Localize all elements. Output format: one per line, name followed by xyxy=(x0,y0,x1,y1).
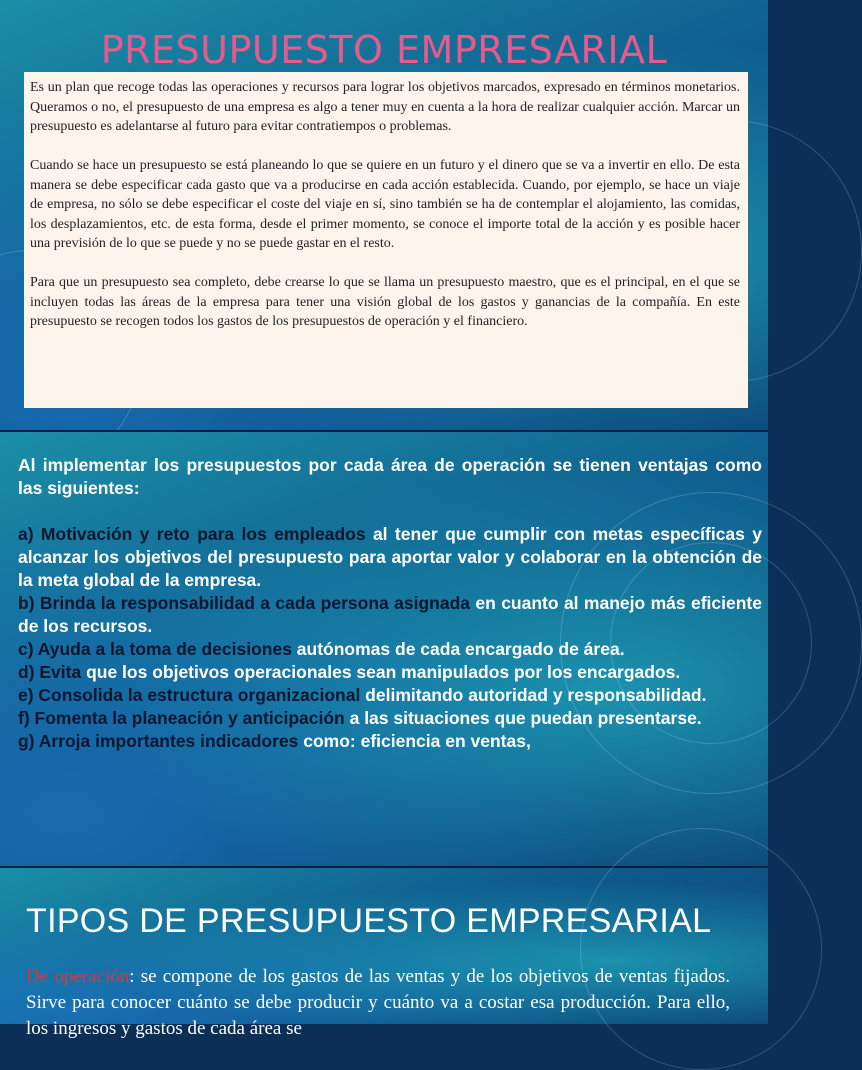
item-text: en cuanto al manejo más eficiente de los recursos. xyxy=(18,593,762,636)
item-heading: f) Fomenta la planeación y anticipación xyxy=(18,708,345,728)
slide-title: TIPOS DE PRESUPUESTO EMPRESARIAL xyxy=(26,902,712,940)
item-heading: b) Brinda la responsabilidad a cada persona asignada xyxy=(18,593,470,613)
advantages-list xyxy=(18,454,762,753)
list-item xyxy=(18,638,762,661)
paragraph: Para que un presupuesto sea completo, debe crearse lo que se llama un presupuesto maestro, que es el principal, en el que se incluyen todas las áreas de la empresa para tener una visión global de los gastos y ganancias de la compañía. En este presupuesto se recogen todos los gastos de los presupuestos de operación y el financiero. xyxy=(30,275,740,329)
type-term: De operación xyxy=(26,966,130,987)
list-item xyxy=(18,592,762,638)
list-item xyxy=(18,661,762,684)
paragraph: Es un plan que recoge todas las operaciones y recursos para lograr los objetivos marcados, expresado en términos monetarios. Queramos o no, el presupuesto de una empresa es algo a tener muy en cuenta a la hora de realizar cualquier acción. Marcar un presupuesto es adelantarse al futuro para evitar contratiempos o problemas. xyxy=(30,80,740,134)
item-text: al tener que cumplir con metas específicas y alcanzar los objetivos del presupuesto para aportar valor y colaborar en la obtención de la meta global de la empresa. xyxy=(18,524,762,590)
item-heading: g) Arroja importantes indicadores xyxy=(18,731,299,751)
slide-intro xyxy=(0,0,768,430)
definition-panel xyxy=(24,72,748,408)
item-text: a las situaciones que puedan presentarse. xyxy=(344,708,702,728)
item-heading: a) Motivación y reto para los empleados xyxy=(18,524,366,544)
type-description xyxy=(26,964,730,1042)
item-heading: c) Ayuda a la toma de decisiones xyxy=(18,639,292,659)
list-item xyxy=(18,523,762,592)
item-text: que los objetivos operacionales sean manipulados por los encargados. xyxy=(81,662,681,682)
item-text: como: eficiencia en ventas, xyxy=(298,731,531,751)
list-item xyxy=(18,730,762,753)
list-item xyxy=(18,684,762,707)
type-text: : se compone de los gastos de las ventas y de los objetivos de ventas fijados. Sirve para conocer cuánto se debe producir y cuánto va a costar esa producción. Para ello, los ingresos y gastos de cada área se xyxy=(26,966,730,1039)
slide-types xyxy=(0,868,768,1039)
item-heading: d) Evita xyxy=(18,662,82,682)
item-text: delimitando autoridad y responsabilidad. xyxy=(360,685,707,705)
item-heading: e) Consolida la estructura organizacional xyxy=(18,685,361,705)
slide-title: PRESUPUESTO EMPRESARIAL xyxy=(100,28,668,72)
slide-advantages xyxy=(0,432,768,866)
advantages-intro: Al implementar los presupuestos por cada área de operación se tienen ventajas como las siguientes: xyxy=(18,455,762,498)
item-text: autónomas de cada encargado de área. xyxy=(291,639,625,659)
list-item xyxy=(18,707,762,730)
paragraph: Cuando se hace un presupuesto se está planeando lo que se quiere en un futuro y el dinero que se va a invertir en ello. De esta manera se debe especificar cada gasto que va a producirse en cada acción establecida. Cuando, por ejemplo, se hace un viaje de empresa, no sólo se debe especificar el coste del viaje en sí, sino también se ha de contemplar el alojamiento, las comidas, los desplazamientos, etc. de esta forma, desde el primer momento, se conoce el importe total de la acción y es posible hacer una previsión de lo que se puede y no se puede gastar en el resto. xyxy=(30,158,740,251)
